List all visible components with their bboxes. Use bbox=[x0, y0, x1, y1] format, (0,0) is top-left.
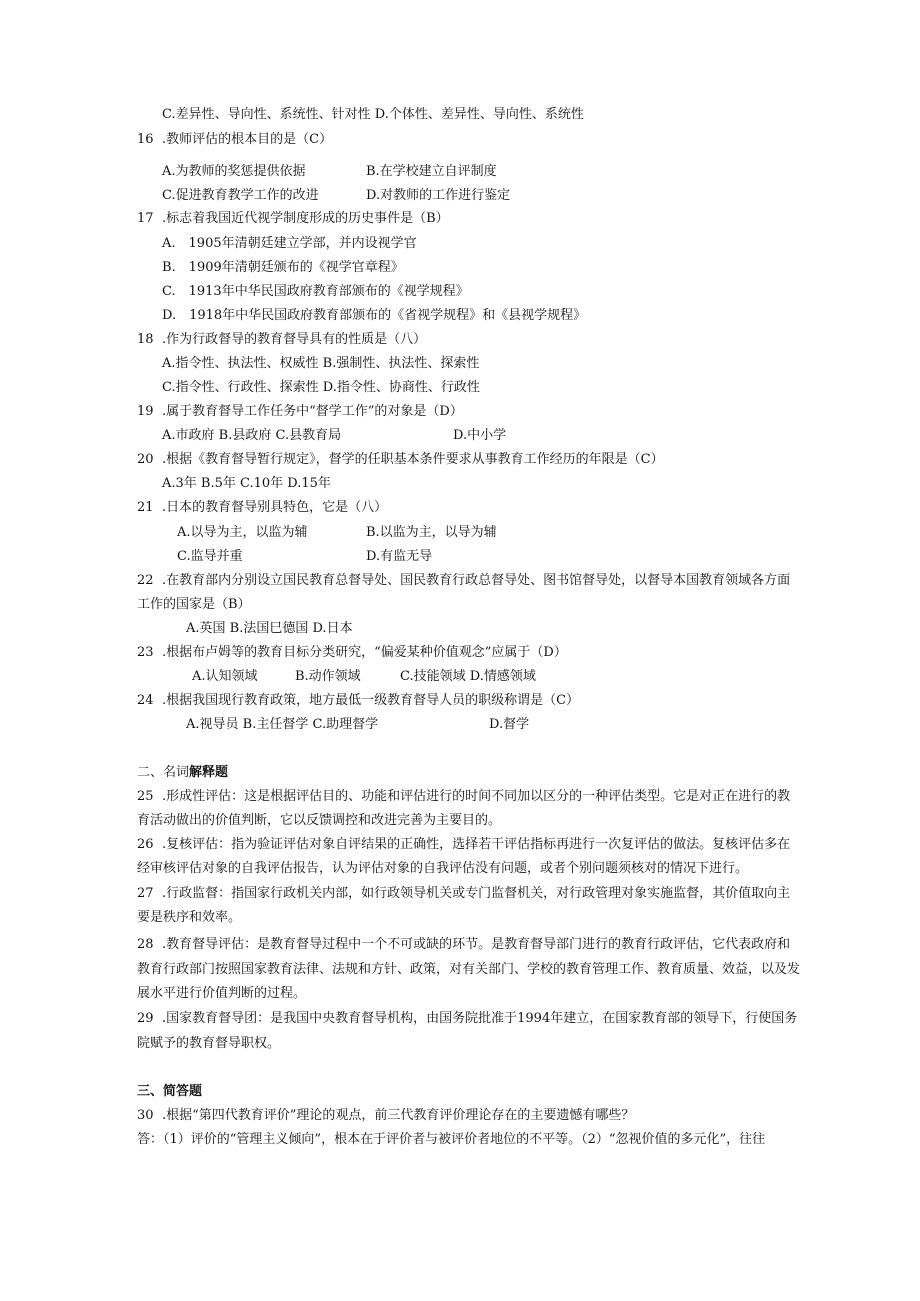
q20-number: 20 bbox=[137, 452, 154, 467]
q19-options-abc: A.市政府 B.县政府 C.县教育局 bbox=[162, 428, 342, 443]
q17-option-d: D. 1918年中华民国政府教育部颁布的《省视学规程》和《县视学规程》 bbox=[162, 308, 587, 323]
q22-number: 22 bbox=[137, 573, 154, 588]
q17-number: 17 bbox=[137, 211, 154, 226]
q21-number: 21 bbox=[137, 500, 154, 515]
section-heading-prefix: 二、名词 bbox=[137, 765, 190, 780]
q25-number: 25 bbox=[137, 789, 154, 804]
q19-number: 19 bbox=[137, 404, 154, 419]
q22-options: A.英国 B.法国巳德国 D.日本 bbox=[186, 621, 353, 636]
q24-option-d: D.督学 bbox=[489, 717, 530, 732]
q16-number: 16 bbox=[137, 132, 154, 147]
section-heading-bold: 解释题 bbox=[189, 765, 229, 780]
q25-line-2: 育活动做出的价值判断，它以反馈调控和改进完善为主要目的。 bbox=[137, 813, 502, 828]
q26-line-2: 经审核评估对象的自我评估报告，认为评估对象的自我评估没有问题，或者个别问题须核对的情况下进行。 bbox=[137, 861, 749, 876]
q23-number: 23 bbox=[137, 645, 154, 660]
q17-stem: .标志着我国近代视学制度形成的历史事件是（B） bbox=[162, 211, 449, 226]
q16-option-c: C.促进教育教学工作的改进 bbox=[162, 188, 319, 203]
q19-option-d: D.中小学 bbox=[453, 428, 507, 443]
q24-stem: .根据我国现行教育政策，地方最低一级教育督导人员的职级称谓是（C） bbox=[162, 693, 580, 708]
q24-options-abc: A.视导员 B.主任督学 C.助理督学 bbox=[186, 717, 379, 732]
q30-answer: 答：（1）评价的“管理主义倾向”，根本在于评价者与被评价者地位的不平等。（2）“忽视价值的多元化”，往往 bbox=[137, 1132, 766, 1147]
q18-options-cd: C.指令性、行政性、探索性 D.指令性、协商性、行政性 bbox=[162, 380, 480, 395]
q27-line-1: .行政监督：指国家行政机关内部，如行政领导机关或专门监督机关，对行政管理对象实施监督，其价值取向主 bbox=[162, 886, 791, 901]
q20-options: A.3年 B.5年 C.10年 D.15年 bbox=[162, 476, 331, 491]
q22-stem-continued: 工作的国家是（B） bbox=[137, 597, 251, 612]
section-heading-short-answer: 三、简答题 bbox=[137, 1084, 203, 1099]
q16-stem: .教师评估的根本目的是（C） bbox=[162, 132, 333, 147]
q27-line-2: 要是秩序和效率。 bbox=[137, 910, 242, 925]
q26-number: 26 bbox=[137, 837, 154, 852]
q21-option-c: C.监导并重 bbox=[177, 549, 243, 564]
q22-stem: .在教育部内分别设立国民教育总督导处、国民教育行政总督导处、图书馆督导处，以督导本国教育领域各方面 bbox=[162, 573, 791, 588]
q18-stem: .作为行政督导的教育督导具有的性质是（八） bbox=[162, 332, 427, 347]
q24-number: 24 bbox=[137, 693, 154, 708]
q23-stem: .根据布卢姆等的教育目标分类研究，“偏爱某种价值观念”应属于（D） bbox=[162, 645, 567, 660]
q23-options-cd: C.技能领域 D.情感领域 bbox=[400, 669, 536, 684]
q18-options-ab: A.指令性、执法性、权威性 B.强制性、执法性、探索性 bbox=[162, 356, 480, 371]
q28-line-2: 教育行政部门按照国家教育法律、法规和方针、政策，对有关部门、学校的教育管理工作、教育质量、效益，以及发 bbox=[137, 962, 801, 977]
q25-line-1: .形成性评估：这是根据评估目的、功能和评估进行的时间不同加以区分的一种评估类型。它是对正在进行的教 bbox=[162, 789, 791, 804]
q18-number: 18 bbox=[137, 332, 154, 347]
q20-stem: .根据《教育督导暂行规定》，督学的任职基本条件要求从事教育工作经历的年限是（C） bbox=[162, 452, 664, 467]
q16-option-d: D.对教师的工作进行鉴定 bbox=[366, 188, 511, 203]
q30-number: 30 bbox=[137, 1108, 154, 1123]
q16-option-b: B.在学校建立自评制度 bbox=[366, 164, 497, 179]
section-heading-definitions bbox=[137, 764, 228, 782]
q17-option-a: A. 1905年清朝廷建立学部，并内设视学官 bbox=[162, 236, 417, 251]
q29-number: 29 bbox=[137, 1011, 154, 1026]
q27-number: 27 bbox=[137, 886, 154, 901]
q15-options: C.差异性、导向性、系统性、针对性 D.个体性、差异性、导向性、系统性 bbox=[162, 107, 584, 122]
q29-line-1: .国家教育督导团：是我国中央教育督导机构，由国务院批准于1994年建立，在国家教育部的领导下，行使国务 bbox=[162, 1011, 798, 1026]
q17-option-c: C. 1913年中华民国政府教育部颁布的《视学规程》 bbox=[162, 284, 469, 299]
q17-option-b: B. 1909年清朝廷颁布的《视学官章程》 bbox=[162, 260, 404, 275]
q21-option-b: B.以监为主，以导为辅 bbox=[366, 525, 497, 540]
q21-option-a: A.以导为主，以监为辅 bbox=[177, 525, 308, 540]
q19-stem: .属于教育督导工作任务中“督学工作”的对象是（D） bbox=[162, 404, 463, 419]
q26-line-1: .复核评估：指为验证评估对象自评结果的正确性，选择若干评估指标再进行一次复评估的做法。复核评估多在 bbox=[162, 837, 791, 852]
q23-option-b: B.动作领域 bbox=[295, 669, 361, 684]
q30-stem: .根据“第四代教育评价”理论的观点，前三代教育评价理论存在的主要遗憾有哪些？ bbox=[162, 1108, 635, 1123]
q21-option-d: D.有监无导 bbox=[366, 549, 433, 564]
q16-option-a: A.为教师的奖惩提供依据 bbox=[162, 164, 306, 179]
q29-line-2: 院赋予的教育督导职权。 bbox=[137, 1036, 281, 1051]
q28-number: 28 bbox=[137, 937, 154, 952]
q28-line-3: 展水平进行价值判断的过程。 bbox=[137, 986, 307, 1001]
q21-stem: .日本的教育督导别具特色，它是（八） bbox=[162, 500, 388, 515]
q23-option-a: A.认知领域 bbox=[192, 669, 258, 684]
q28-line-1: .教育督导评估：是教育督导过程中一个不可或缺的环节。是教育督导部门进行的教育行政评估，它代表政府和 bbox=[162, 937, 791, 952]
